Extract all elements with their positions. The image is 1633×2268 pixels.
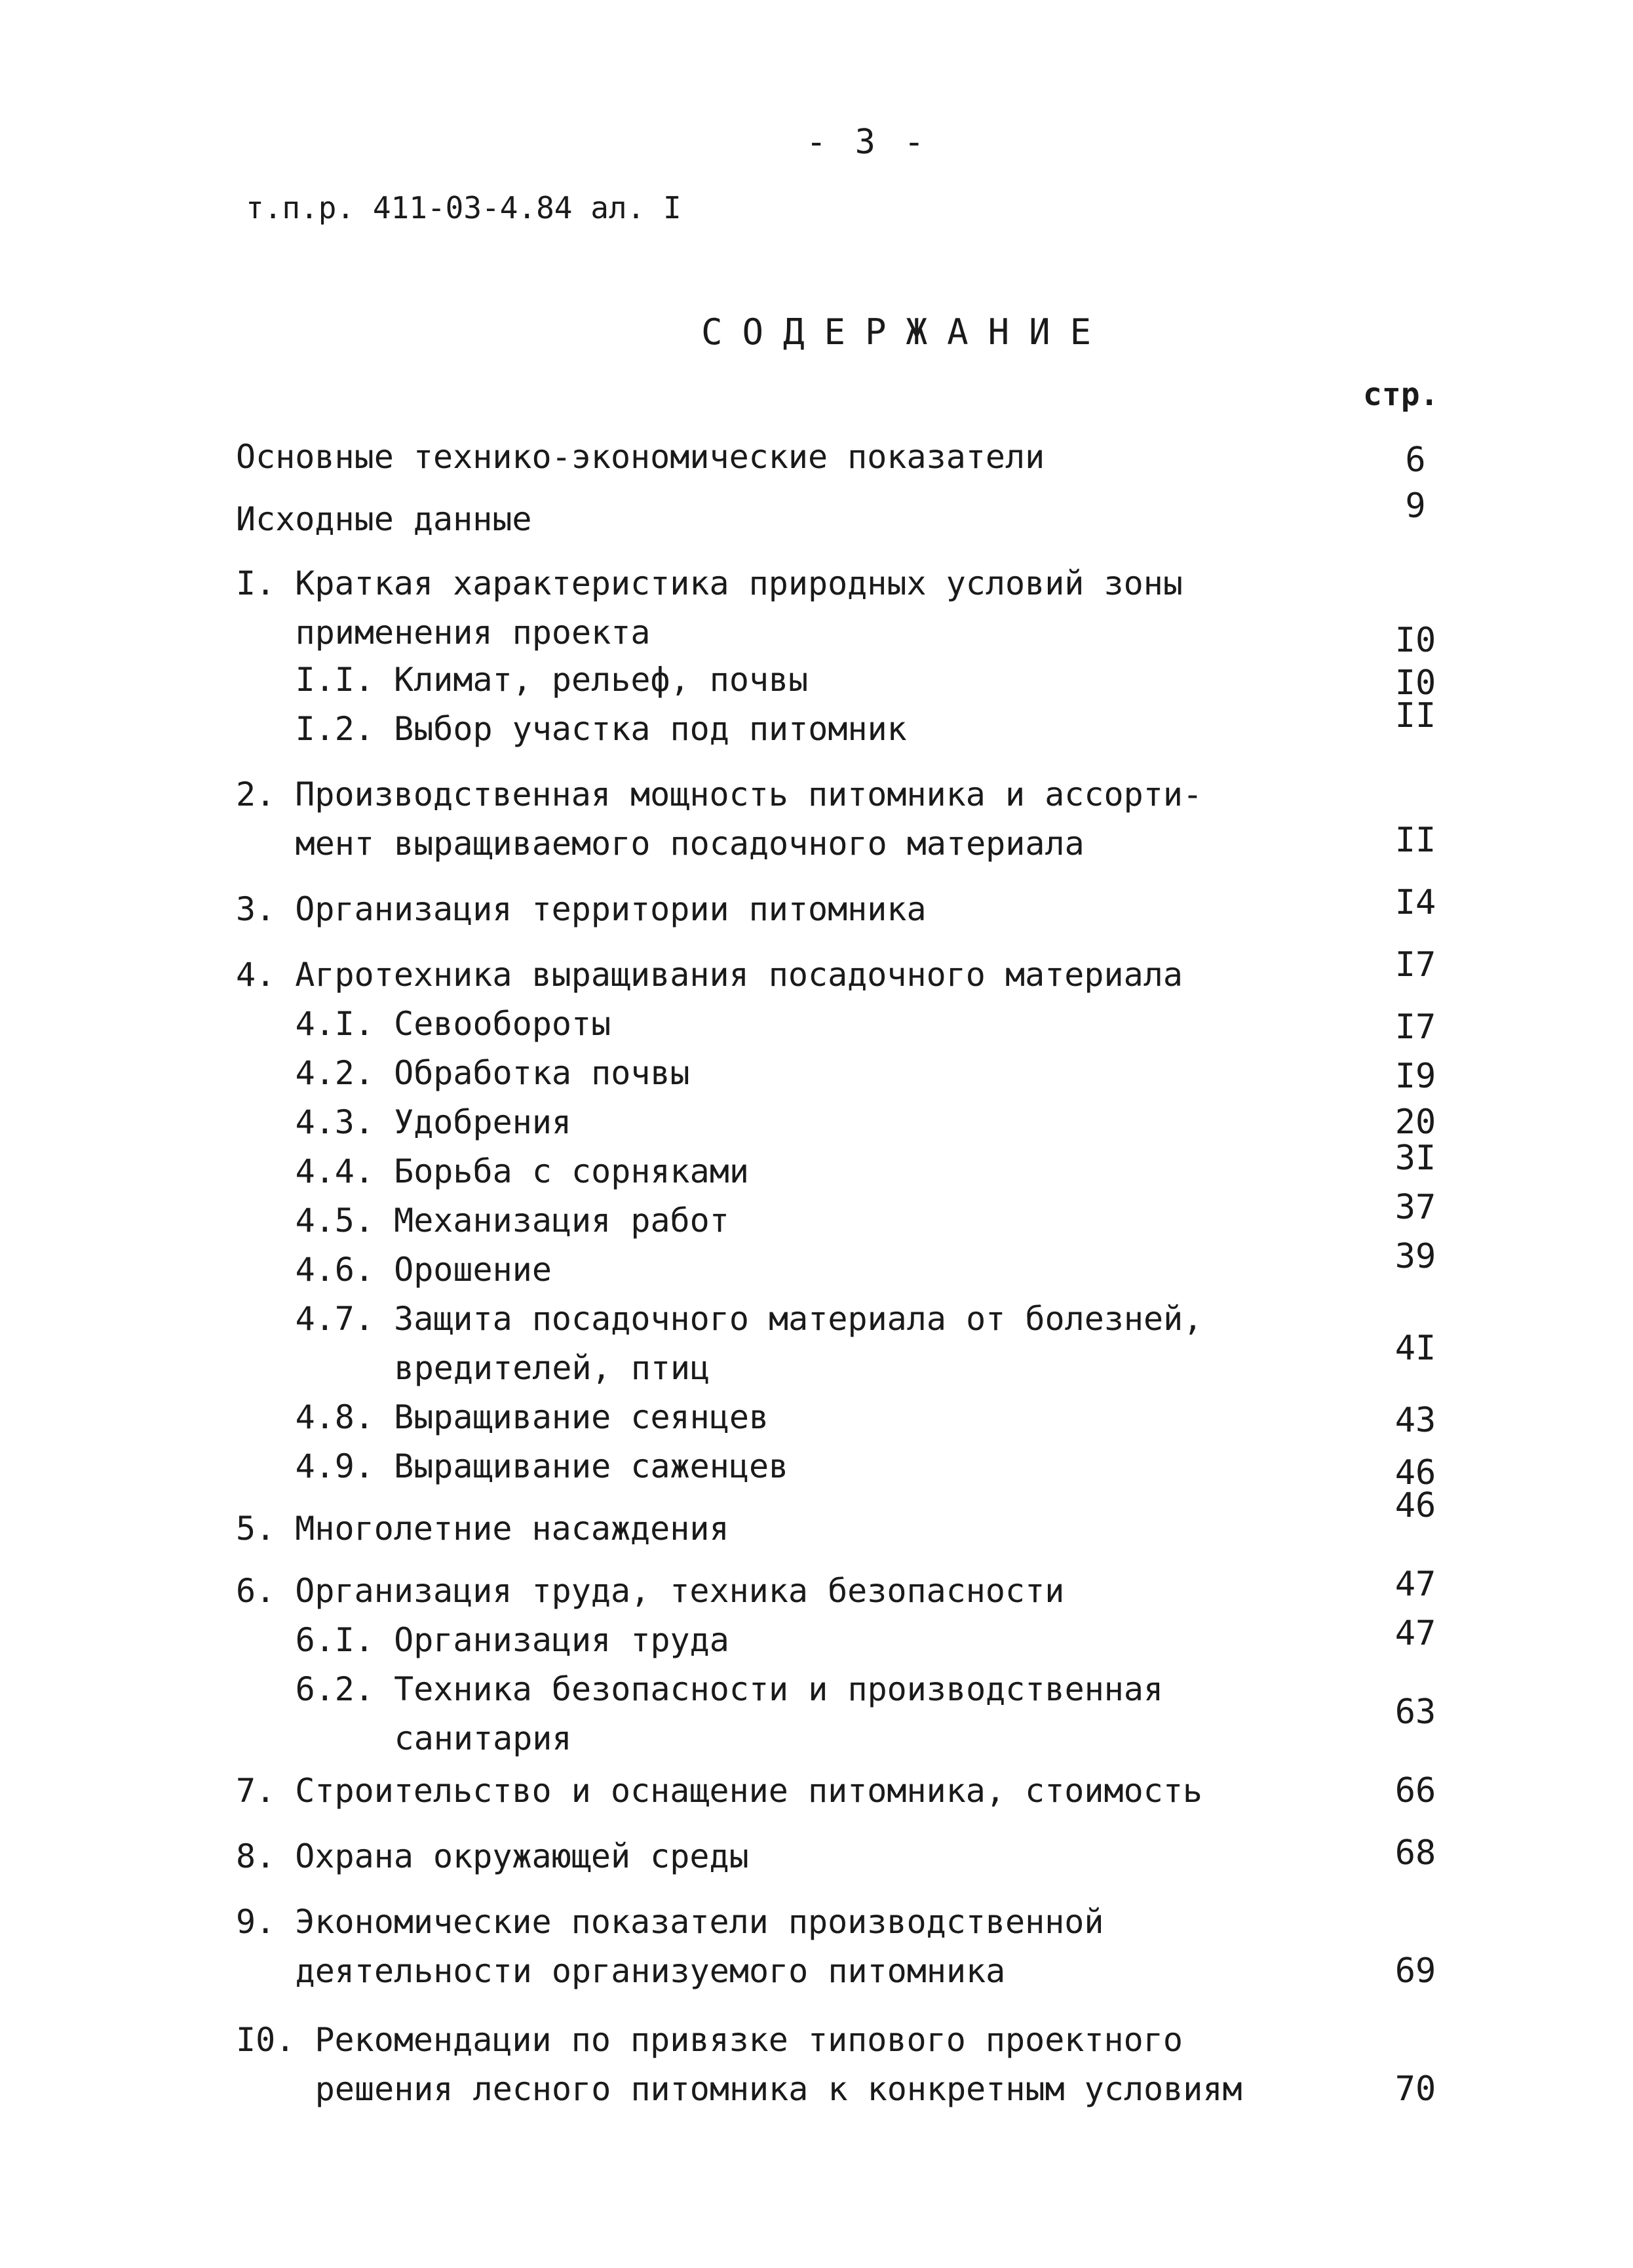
toc-entry-text: I0. Рекомендации по привязке типового проектного: [236, 2021, 1183, 2059]
toc-page-number: 4I: [1394, 1329, 1436, 1368]
toc-page-number: I7: [1394, 945, 1436, 985]
toc-page-number: 39: [1394, 1237, 1436, 1276]
toc-entry-text: 3. Организация территории питомника: [236, 890, 927, 928]
toc-entry-text: I. Краткая характеристика природных условий зоны: [236, 564, 1183, 602]
toc-page-number: 68: [1394, 1833, 1436, 1873]
toc-page-number: 37: [1394, 1188, 1436, 1227]
toc-page-number: 63: [1394, 1692, 1436, 1732]
document-code: т.п.р. 411-03-4.84 ал. I: [246, 190, 682, 225]
toc-entry-text: 4.6. Орошение: [295, 1251, 552, 1289]
toc-page-number: 46: [1394, 1453, 1436, 1493]
toc-entry-text: санитария: [394, 1719, 572, 1757]
toc-entry-text: 4.9. Выращивание саженцев: [295, 1447, 789, 1485]
toc-page-number: 70: [1394, 2069, 1436, 2109]
toc-entry-text: I.2. Выбор участка под питомник: [295, 710, 907, 748]
toc-entry-text: 4.5. Механизация работ: [295, 1202, 729, 1240]
toc-entry-text: 2. Производственная мощность питомника и ассорти-: [236, 775, 1203, 813]
toc-entry-text: Основные технико-экономические показатели: [236, 438, 1045, 476]
toc-entry-text: 6.2. Техника безопасности и производственная: [295, 1670, 1164, 1708]
toc-entry-text: 4.4. Борьба с сорняками: [295, 1152, 749, 1190]
toc-page-number: 43: [1394, 1401, 1436, 1440]
toc-page-number: 3I: [1394, 1139, 1436, 1178]
toc-page-number: 9: [1405, 486, 1426, 526]
toc-page-number: I0: [1394, 663, 1436, 703]
toc-entry-text: 4.2. Обработка почвы: [295, 1054, 690, 1092]
toc-page-number: I7: [1394, 1007, 1436, 1047]
toc-entry-text: I.I. Климат, рельеф, почвы: [295, 661, 809, 699]
toc-entry-text: вредителей, птиц: [394, 1349, 710, 1387]
toc-entry-text: 4. Агротехника выращивания посадочного материала: [236, 956, 1183, 994]
toc-page-number: 66: [1394, 1771, 1436, 1810]
toc-page-number: II: [1394, 821, 1436, 860]
toc-entry-text: 9. Экономические показатели производственной: [236, 1903, 1104, 1941]
toc-page-number: II: [1394, 696, 1436, 735]
toc-page-number: 46: [1394, 1486, 1436, 1525]
toc-page-number: 47: [1394, 1565, 1436, 1604]
toc-page-number: I9: [1394, 1057, 1436, 1096]
toc-entry-text: 4.8. Выращивание сеянцев: [295, 1398, 769, 1436]
toc-entry-text: 7. Строительство и оснащение питомника, стоимость: [236, 1772, 1203, 1810]
toc-entry-text: применения проекта: [295, 614, 651, 652]
toc-page-number: 47: [1394, 1614, 1436, 1653]
page-title: СОДЕРЖАНИЕ: [701, 311, 1111, 353]
toc-page-number: I0: [1394, 621, 1436, 660]
page-number: - 3 -: [806, 123, 929, 162]
toc-page-number: 69: [1394, 1951, 1436, 1991]
toc-page-number: 20: [1394, 1103, 1436, 1142]
toc-entry-text: Исходные данные: [236, 500, 532, 538]
toc-page-number: 6: [1405, 440, 1426, 480]
toc-entry-text: решения лесного питомника к конкретным условиям: [315, 2070, 1242, 2108]
toc-entry-text: 4.I. Севообороты: [295, 1005, 611, 1043]
pages-column-label: стр.: [1363, 376, 1439, 413]
toc-entry-text: 5. Многолетние насаждения: [236, 1510, 729, 1548]
toc-entry-text: 4.3. Удобрения: [295, 1103, 572, 1141]
toc-entry-text: 8. Охрана окружающей среды: [236, 1837, 749, 1875]
toc-entry-text: 4.7. Защита посадочного материала от болезней,: [295, 1300, 1203, 1338]
toc-page-number: I4: [1394, 883, 1436, 922]
toc-entry-text: 6. Организация труда, техника безопасности: [236, 1572, 1065, 1610]
toc-entry-text: деятельности организуемого питомника: [295, 1952, 1006, 1990]
toc-entry-text: 6.I. Организация труда: [295, 1621, 729, 1659]
toc-entry-text: мент выращиваемого посадочного материала: [295, 825, 1085, 863]
